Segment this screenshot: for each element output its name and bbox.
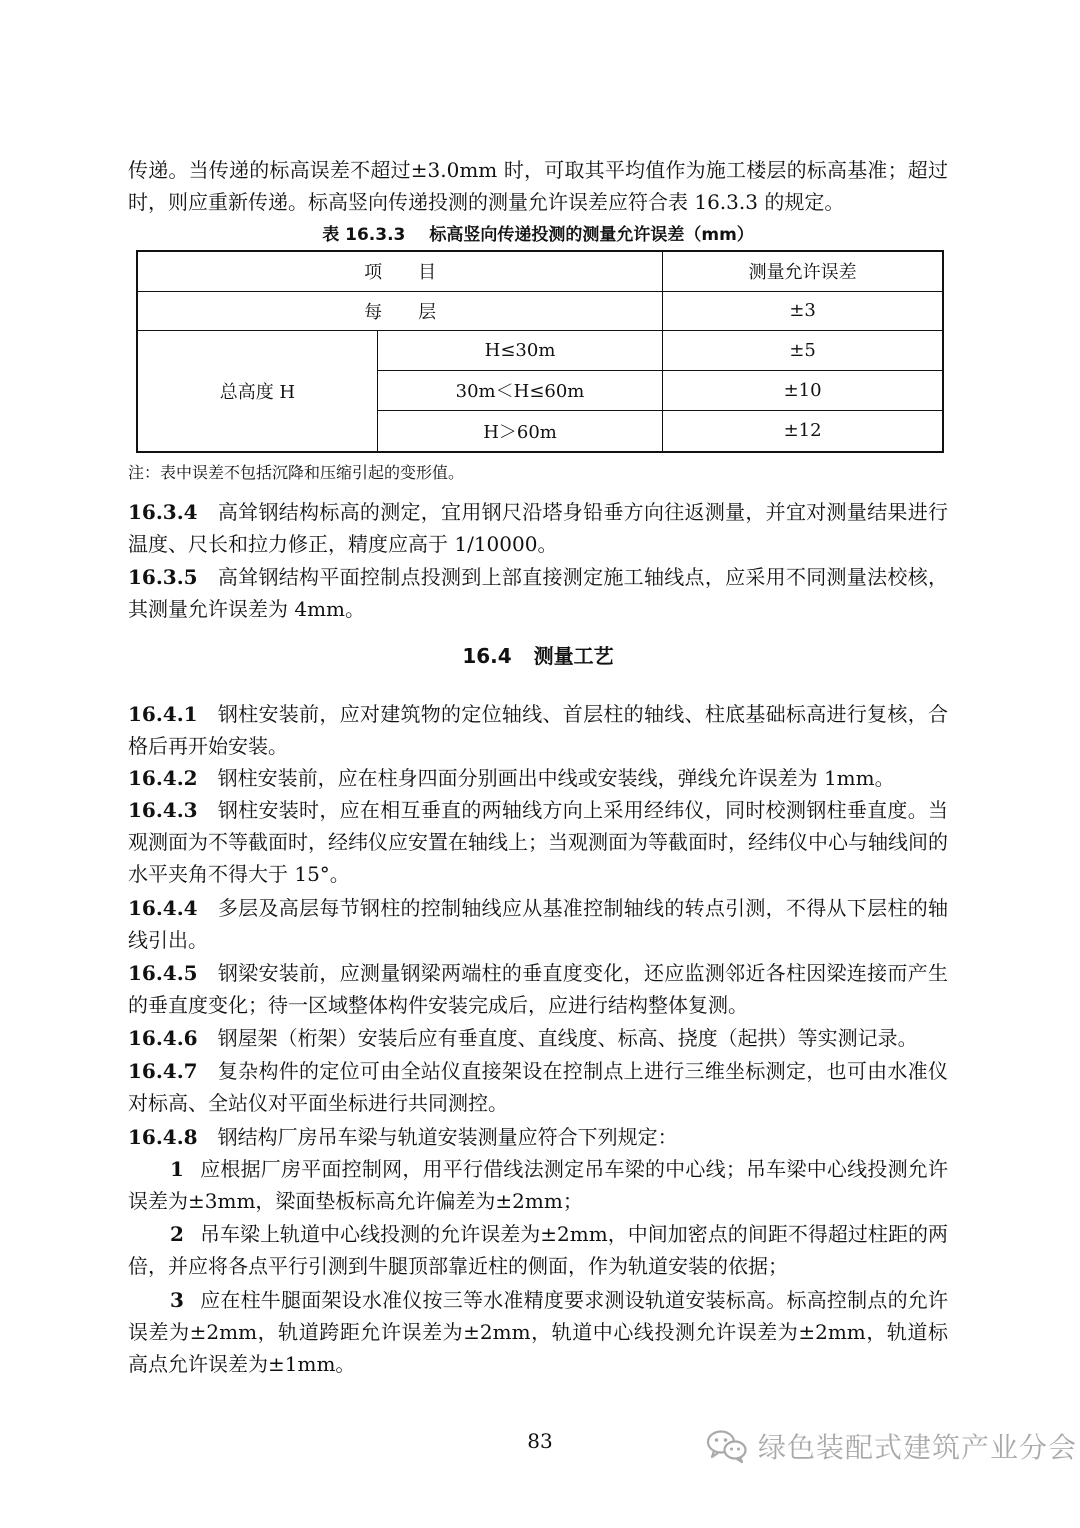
item-number: 2 [170,1222,184,1246]
clause-16-4-7 [128,1055,948,1119]
table-caption-title: 标高竖向传递投测的测量允许误差（mm） [429,225,754,245]
table-caption [128,224,948,246]
intro-paragraph [128,154,948,218]
item-number: 3 [170,1288,184,1312]
total-height-label: 总高度 H [137,330,377,452]
row-value: ±10 [663,370,943,410]
clause-number: 16.3.4 [128,500,198,524]
clause-text: 钢柱安装前，应在柱身四面分别画出中线或安装线，弹线允许误差为 1mm。 [217,766,895,790]
header-item: 项 目 [137,251,663,291]
watermark-text: 绿色装配式建筑产业分会 [758,1431,1078,1464]
clause-16-4-3 [128,794,948,890]
clause-number: 16.4.2 [128,766,198,790]
clause-16-4-2 [128,762,948,794]
section-number: 16.4 [462,644,512,668]
table-caption-number: 表 16.3.3 [322,225,406,245]
watermark [706,1418,1077,1474]
item-text: 应在柱牛腿面架设水准仪按三等水准精度要求测设轨道安装标高。标高控制点的允许误差为±2mm，轨道跨距允许误差为±2mm，轨道中心线投测允许误差为±2mm，轨道标高点允许误差为±1mm。 [128,1288,948,1376]
clause-16-4-6 [128,1022,948,1054]
clause-16-4-1 [128,698,948,762]
clause-text: 钢结构厂房吊车梁与轨道安装测量应符合下列规定： [217,1125,678,1149]
table-row [137,330,943,370]
clause-number: 16.4.1 [128,702,198,726]
clause-text: 钢柱安装时，应在相互垂直的两轴线方向上采用经纬仪，同时校测钢柱垂直度。当观测面为不等截面时，经纬仪应安置在轴线上；当观测面为等截面时，经纬仪中心与轴线间的水平夹角不得大于 15°。 [128,798,948,886]
clause-text: 多层及高层每节钢柱的控制轴线应从基准控制轴线的转点引测，不得从下层柱的轴线引出。 [128,896,948,952]
clause-number: 16.4.4 [128,896,198,920]
item-2 [128,1218,948,1282]
item-text: 应根据厂房平面控制网，用平行借线法测定吊车梁的中心线；吊车梁中心线投测允许误差为±3mm，梁面垫板标高允许偏差为±2mm； [128,1157,948,1213]
section-heading [128,640,948,672]
clause-text: 钢梁安装前，应测量钢梁两端柱的垂直度变化，还应监测邻近各柱因梁连接而产生的垂直度变化；待一区域整体构件安装完成后，应进行结构整体复测。 [128,961,948,1017]
tolerance-table [136,250,944,453]
clause-16-4-4 [128,892,948,956]
clause-text: 钢柱安装前，应对建筑物的定位轴线、首层柱的轴线、柱底基础标高进行复核，合格后再开始安装。 [128,702,948,758]
clause-16-3-5 [128,561,948,625]
clause-number: 16.4.6 [128,1026,198,1050]
item-text: 吊车梁上轨道中心线投测的允许误差为±2mm，中间加密点的间距不得超过柱距的两倍，并应将各点平行引测到牛腿顶部靠近柱的侧面，作为轨道安装的依据； [128,1222,948,1278]
table-header-row [137,251,943,291]
section-title: 测量工艺 [533,644,614,668]
clause-text: 钢屋架（桁架）安装后应有垂直度、直线度、标高、挠度（起拱）等实测记录。 [217,1026,918,1050]
intro-text: 传递。当传递的标高误差不超过±3.0mm 时，可取其平均值作为施工楼层的标高基准；超过时，则应重新传递。标高竖向传递投测的测量允许误差应符合表 16.3.3 的规定。 [128,158,948,214]
table-row [137,291,943,330]
clause-number: 16.4.3 [128,798,198,822]
row-condition: 30m＜H≤60m [377,370,662,410]
clause-16-4-8 [128,1121,948,1153]
table-note: 注：表中误差不包括沉降和压缩引起的变形值。 [128,463,465,482]
clause-number: 16.4.8 [128,1125,198,1149]
clause-text: 高耸钢结构标高的测定，宜用钢尺沿塔身铅垂方向往返测量，并宜对测量结果进行温度、尺长和拉力修正，精度应高于 1/10000。 [128,500,948,556]
clause-16-4-5 [128,957,948,1021]
item-number: 1 [170,1157,184,1181]
clause-number: 16.3.5 [128,565,198,589]
row-each-floor-value: ±3 [663,291,943,330]
row-each-floor-label: 每 层 [137,291,663,330]
row-value: ±5 [663,330,943,370]
clause-16-3-4 [128,496,948,560]
row-condition: H≤30m [377,330,662,370]
clause-text: 高耸钢结构平面控制点投测到上部直接测定施工轴线点，应采用不同测量法校核，其测量允许误差为 4mm。 [128,565,948,621]
item-3 [128,1284,948,1380]
page-number: 83 [527,1429,553,1453]
item-1 [128,1153,948,1217]
header-tolerance: 测量允许误差 [663,251,943,291]
clause-text: 复杂构件的定位可由全站仪直接架设在控制点上进行三维坐标测定，也可由水准仪对标高、全站仪对平面坐标进行共同测控。 [128,1059,948,1115]
clause-number: 16.4.5 [128,961,198,985]
wechat-icon [706,1428,748,1464]
row-value: ±12 [663,410,943,452]
clause-number: 16.4.7 [128,1059,198,1083]
row-condition: H＞60m [377,410,662,452]
